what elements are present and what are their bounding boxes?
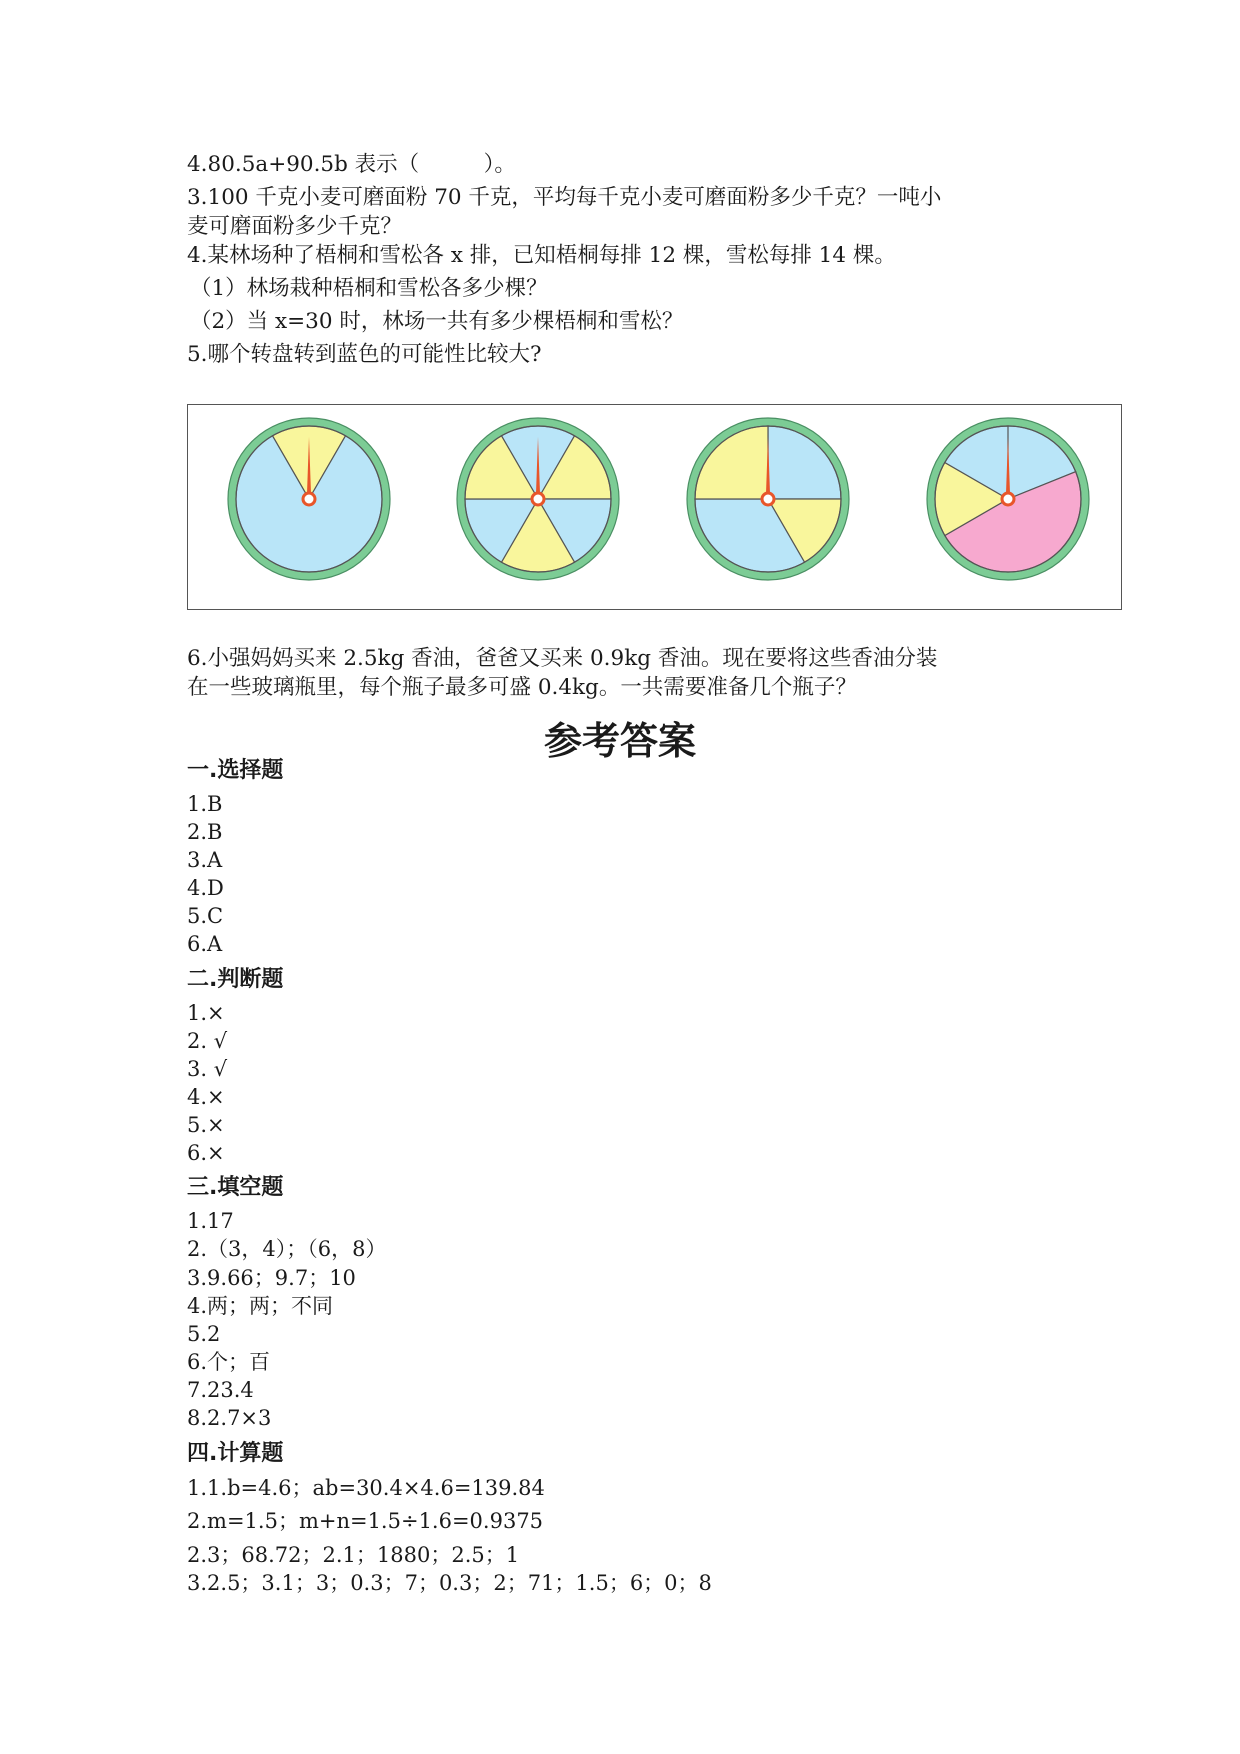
fill-answer: 6.个；百: [187, 1350, 271, 1374]
spinner-1: [228, 418, 390, 580]
judge-answer: 6.×: [187, 1141, 225, 1165]
spinner-4: [927, 418, 1089, 580]
choice-answer: 6.A: [187, 932, 223, 956]
question-4-sub-1: （1）林场栽种梧桐和雪松各多少棵？: [190, 276, 548, 301]
judge-answer: 4.×: [187, 1085, 225, 1109]
question-3-line-2: 麦可磨面粉多少千克？: [187, 214, 403, 239]
spinners-svg: [188, 405, 1123, 611]
calc-answer: 2.3；68.72；2.1；1880；2.5；1: [187, 1543, 520, 1567]
choice-answer: 1.B: [187, 792, 223, 816]
calc-answer: 3.2.5；3.1；3；0.3；7；0.3；2；71；1.5；6；0；8: [187, 1571, 712, 1595]
choice-answer: 3.A: [187, 848, 223, 872]
spinner-pivot: [532, 493, 544, 505]
question-3-line-1: 3.100 千克小麦可磨面粉 70 千克，平均每千克小麦可磨面粉多少千克？一吨小: [187, 185, 942, 210]
judge-answer: 5.×: [187, 1113, 225, 1137]
spinner-pivot: [762, 493, 774, 505]
judge-answer: 1.×: [187, 1001, 225, 1025]
calc-answer: 1.1.b=4.6；ab=30.4×4.6=139.84: [187, 1476, 545, 1500]
calc-answer: 2.m=1.5；m+n=1.5÷1.6=0.9375: [187, 1509, 544, 1533]
fill-answer: 2.（3，4）；（6，8）: [187, 1237, 387, 1261]
spinner-sector-blue: [768, 426, 841, 499]
fill-answer: 7.23.4: [187, 1378, 254, 1402]
choice-answer: 2.B: [187, 820, 223, 844]
spinner-sector-yellow: [695, 426, 768, 499]
judge-answer: 3. √: [187, 1057, 228, 1081]
question-6-line-1: 6.小强妈妈买来 2.5kg 香油，爸爸又买来 0.9kg 香油。现在要将这些香油分装: [187, 646, 938, 671]
section-choice-heading: 一.选择题: [187, 758, 284, 783]
judge-answer: 2. √: [187, 1029, 228, 1053]
question-4-prev: 4.80.5a+90.5b 表示（ ）。: [187, 152, 516, 177]
question-5: 5.哪个转盘转到蓝色的可能性比较大?: [187, 342, 542, 367]
fill-answer: 5.2: [187, 1322, 221, 1346]
choice-answer: 4.D: [187, 876, 224, 900]
question-4: 4.某林场种了梧桐和雪松各 x 排，已知梧桐每排 12 棵，雪松每排 14 棵。: [187, 243, 896, 268]
fill-answer: 4.两；两；不同: [187, 1294, 334, 1318]
spinner-pivot: [1002, 493, 1014, 505]
spinner-figure: [187, 404, 1122, 610]
spinner-pivot: [303, 493, 315, 505]
section-calc-heading: 四.计算题: [187, 1441, 284, 1466]
spinner-3: [687, 418, 849, 580]
question-6-line-2: 在一些玻璃瓶里，每个瓶子最多可盛 0.4kg。一共需要准备几个瓶子？: [187, 675, 857, 700]
fill-answer: 3.9.66；9.7；10: [187, 1266, 356, 1290]
choice-answer: 5.C: [187, 904, 224, 928]
fill-answer: 1.17: [187, 1209, 234, 1233]
fill-answer: 8.2.7×3: [187, 1406, 272, 1430]
question-4-sub-2: （2）当 x=30 时，林场一共有多少棵梧桐和雪松？: [190, 309, 684, 334]
section-fill-heading: 三.填空题: [187, 1175, 284, 1200]
answer-title: 参考答案: [543, 719, 696, 763]
section-judge-heading: 二.判断题: [187, 967, 284, 992]
spinner-2: [457, 418, 619, 580]
